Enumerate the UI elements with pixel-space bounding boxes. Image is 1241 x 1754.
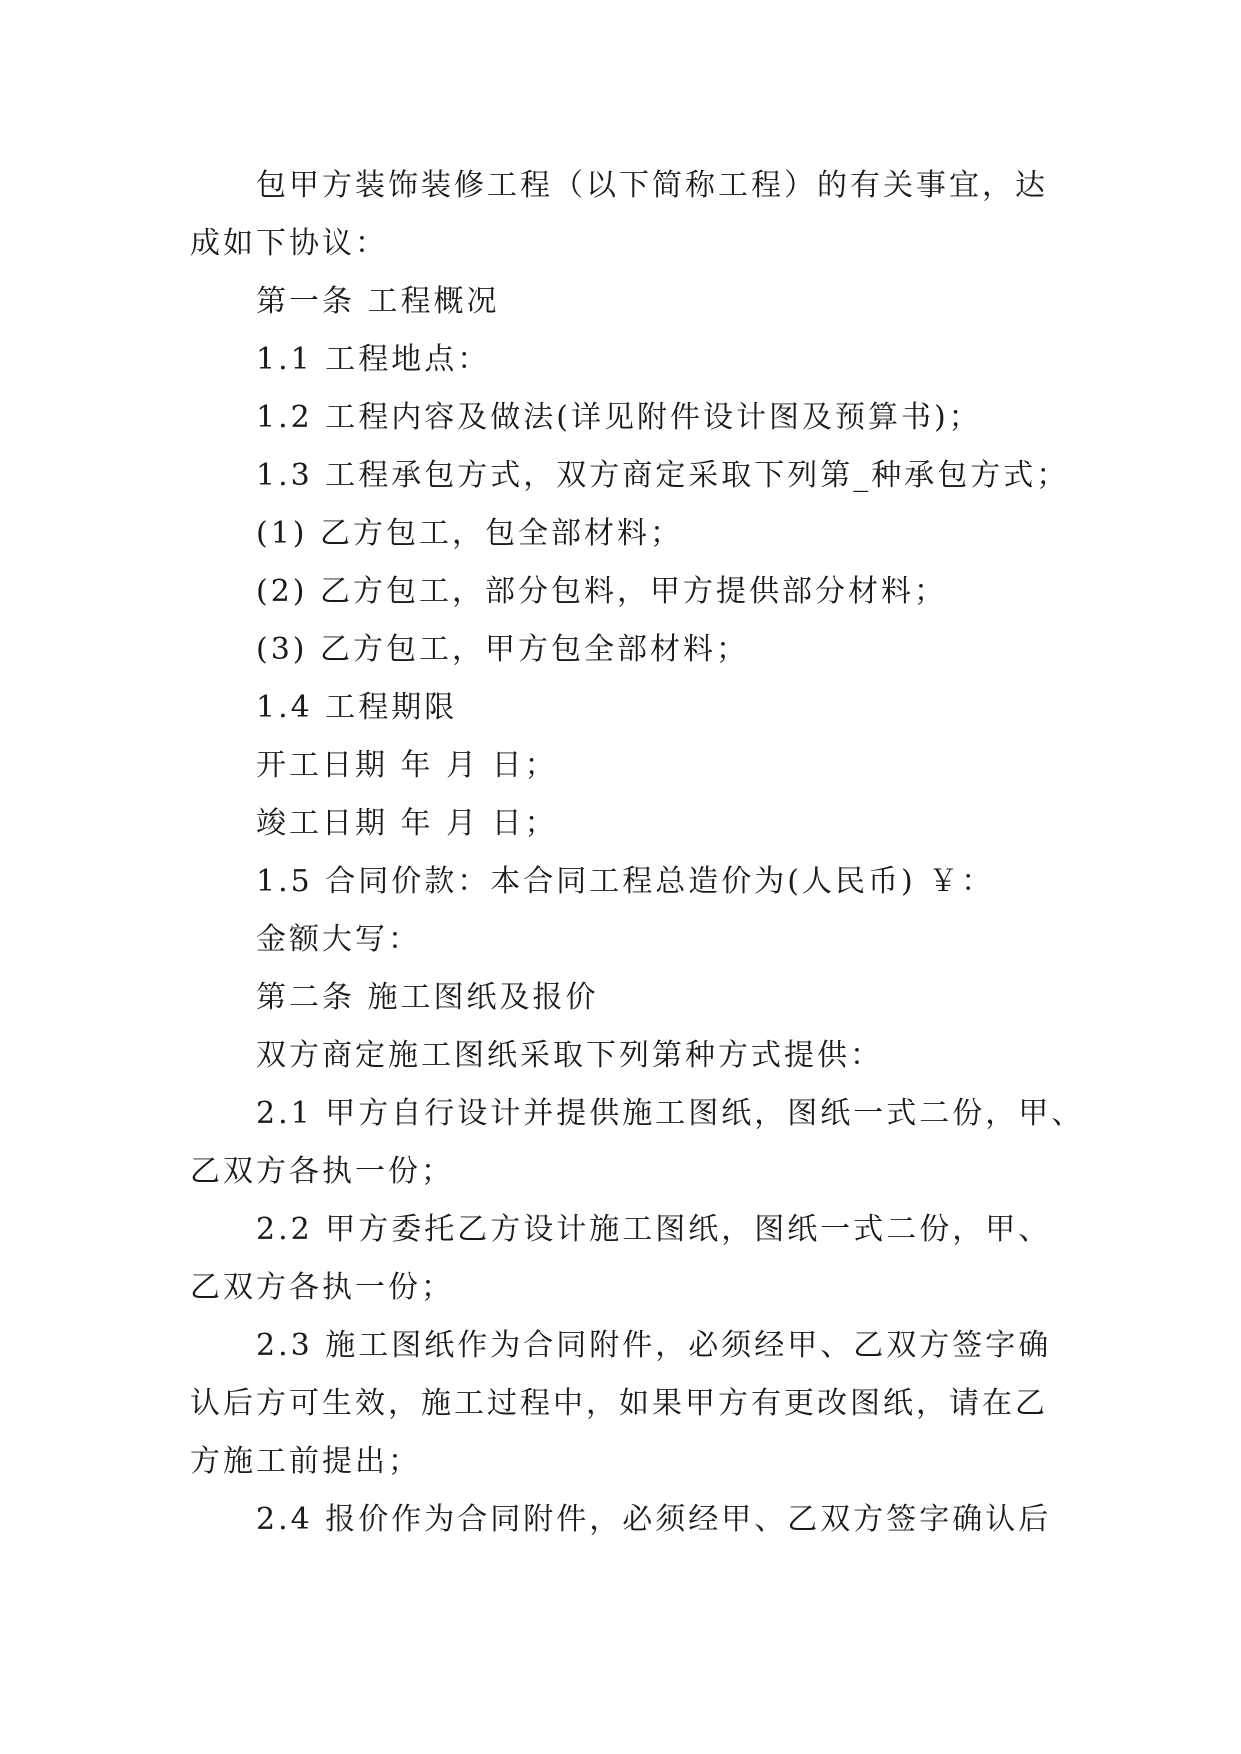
- paragraph-line: 2.4 报价作为合同附件，必须经甲、乙双方签字确认后: [256, 1502, 1052, 1537]
- paragraph-line: (1) 乙方包工，包全部材料；: [256, 516, 684, 551]
- paragraph-line: (3) 乙方包工，甲方包全部材料；: [256, 632, 750, 667]
- paragraph-line: 2.3 施工图纸作为合同附件，必须经甲、乙双方签字确: [256, 1328, 1052, 1363]
- paragraph-line: 1.4 工程期限: [256, 690, 458, 725]
- paragraph-line: 1.2 工程内容及做法(详见附件设计图及预算书)；: [256, 400, 982, 435]
- paragraph-line: 2.2 甲方委托乙方设计施工图纸，图纸一式二份，甲、: [256, 1212, 1052, 1247]
- paragraph-line: 双方商定施工图纸采取下列第种方式提供：: [256, 1038, 883, 1073]
- paragraph-line: 包甲方装饰装修工程（以下简称工程）的有关事宜，达: [256, 168, 1048, 203]
- paragraph-line: 1.3 工程承包方式，双方商定采取下列第_种承包方式；: [256, 458, 1070, 493]
- paragraph-line: 金额大写：: [256, 922, 421, 957]
- paragraph-line: 竣工日期 年 月 日；: [256, 806, 558, 841]
- paragraph-line: 认后方可生效，施工过程中，如果甲方有更改图纸，请在乙: [190, 1386, 1048, 1421]
- paragraph-line: 乙双方各执一份；: [190, 1154, 454, 1189]
- paragraph-line: 方施工前提出；: [190, 1444, 421, 1479]
- paragraph-line: 开工日期 年 月 日；: [256, 748, 558, 783]
- paragraph-line: 第一条 工程概况: [256, 284, 500, 319]
- paragraph-line: 1.1 工程地点：: [256, 342, 491, 377]
- paragraph-line: 成如下协议：: [190, 226, 388, 261]
- paragraph-line: 乙双方各执一份；: [190, 1270, 454, 1305]
- document-body: [190, 157, 1085, 1549]
- paragraph-line: (2) 乙方包工，部分包料，甲方提供部分材料；: [256, 574, 948, 609]
- paragraph-line: 1.5 合同价款：本合同工程总造价为(人民币) ￥：: [256, 864, 995, 899]
- paragraph-line: 第二条 施工图纸及报价: [256, 980, 599, 1015]
- paragraph-line: 2.1 甲方自行设计并提供施工图纸，图纸一式二份，甲、: [256, 1096, 1085, 1131]
